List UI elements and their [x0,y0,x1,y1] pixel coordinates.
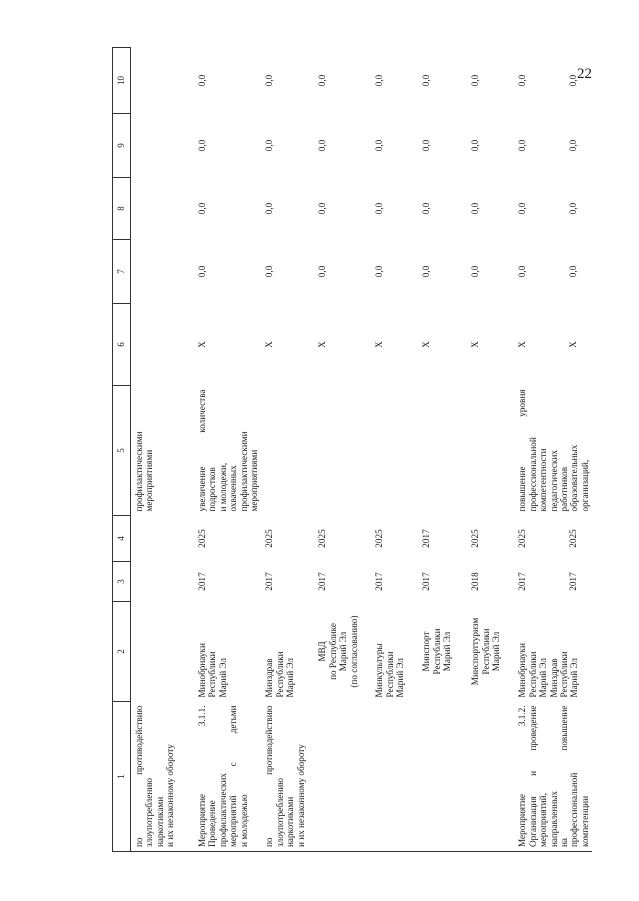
value-cell: 0,0 [421,202,432,215]
start-year-cell: 2017 [197,572,207,591]
value-cell: 0,0 0,0 [517,74,578,87]
header-cell: 9 [113,114,131,178]
mark-cell: X [470,341,481,348]
value-cell: 0,0 [197,139,207,152]
value-cell: 0,0 [470,139,481,152]
end-year-cell: 2025 [374,529,385,548]
table-row [467,48,514,852]
value-cell: 0,0 [317,265,328,278]
header-row [113,48,131,852]
mark-cell: X [374,341,385,348]
header-cell: 5 [113,386,131,516]
end-year-cell: 2025 2025 [517,529,578,548]
activity-cell [467,702,514,852]
activity-cell: по противодействию злоупотреблению наркотиками и их незаконному обороту [131,702,195,852]
table-row [194,48,261,852]
activity-cell [371,702,418,852]
start-year-cell: 2017 2017 [517,572,578,591]
executor-cell: Минкультуры Республики Марий Эл [374,643,406,698]
executor-cell: Минобрнауки Республики Марий Эл [197,643,228,698]
activity-cell: Мероприятие 3.1.1. Проведение профилактических мероприятий с детьми и молодежью [194,702,261,852]
executor-cell: Минздрав Республики Марий Эл [264,651,296,698]
value-cell: 0,0 [470,74,481,87]
end-year-cell: 2017 [421,529,432,548]
value-cell: 0,0 [374,265,385,278]
mark-cell: X [421,341,432,348]
executor-cell: Минспорт Республики Марий Эл [421,628,453,675]
value-cell: 0,0 [317,202,328,215]
value-cell: 0,0 [374,202,385,215]
start-year-cell: 2017 [421,572,432,591]
start-year-cell: 2017 [317,572,328,591]
activity-cell: Мероприятие 3.1.2. Организация и проведение мероприятий, направленных на повышение профессиональной компетенции [514,702,592,852]
table-row [131,48,195,852]
program-table [112,47,592,852]
value-cell: 0,0 [374,74,385,87]
activity-cell [314,702,371,852]
executor-cell: Минспорттуризм Республики Марий Эл [470,617,502,686]
result-cell [261,386,314,516]
end-year-cell: 2025 [317,529,328,548]
value-cell: 0,0 [264,74,275,87]
header-cell: 10 [113,48,131,114]
header-cell: 8 [113,178,131,240]
start-year-cell: 2017 [374,572,385,591]
result-cell [314,386,371,516]
executor-cell: Минобрнауки Республики Марий Эл Минздрав Республики Марий Эл [517,643,580,698]
value-cell: 0,0 [470,265,481,278]
header-cell: 1 [113,702,131,852]
value-cell: 0,0 [470,202,481,215]
end-year-cell: 2025 [470,529,481,548]
end-year-cell [131,516,195,562]
table-row [261,48,314,852]
executor-cell: МВД по Республике Марий Эл (по согласованию) [317,615,359,688]
value-cell: 0,0 [421,74,432,87]
result-cell [418,386,467,516]
value-cell: 0,0 [421,265,432,278]
mark-cell: X X [517,341,578,348]
start-year-cell [131,562,195,602]
result-cell [467,386,514,516]
value-cell: 0,0 [317,139,328,152]
header-cell: 4 [113,516,131,562]
value-cell: 0,0 [264,139,275,152]
table-row [514,48,592,852]
table-row [314,48,371,852]
result-cell: увеличение количества подростков и молодежи, охваченных профилактическими мероприятиями [197,389,260,512]
table-row [418,48,467,852]
mark-cell: X [317,341,328,348]
value-cell: 0,0 [197,74,207,87]
mark-cell: X [197,341,207,348]
value-cell: 0,0 [317,74,328,87]
value-cell: 0,0 [197,202,207,215]
value-cell: 0,0 [197,265,207,278]
value-cell: 0,0 0,0 [517,265,578,278]
value-cell: 0,0 [264,202,275,215]
result-cell [371,386,418,516]
header-cell: 7 [113,240,131,304]
end-year-cell: 2025 [264,529,275,548]
table-row [371,48,418,852]
value-cell: 0,0 [264,265,275,278]
value-cell: 0,0 0,0 [517,139,578,152]
header-cell: 6 [113,304,131,386]
header-cell: 3 [113,562,131,602]
end-year-cell: 2025 [197,529,207,548]
activity-cell [418,702,467,852]
result-cell: повышение уровня профессиональной компетентности педагогических работников образовательных организаций, [517,389,590,512]
value-cell: 0,0 0,0 [517,202,578,215]
executor-cell [131,602,195,702]
start-year-cell: 2018 [470,572,481,591]
mark-cell: X [264,341,275,348]
activity-cell: по противодействию злоупотреблению наркотиками и их незаконному обороту [261,702,314,852]
value-cell: 0,0 [421,139,432,152]
page-number: 22 [577,66,592,82]
header-cell: 2 [113,602,131,702]
result-cell: профилактическими мероприятиями [134,431,155,512]
value-cell: 0,0 [374,139,385,152]
start-year-cell: 2017 [264,572,275,591]
